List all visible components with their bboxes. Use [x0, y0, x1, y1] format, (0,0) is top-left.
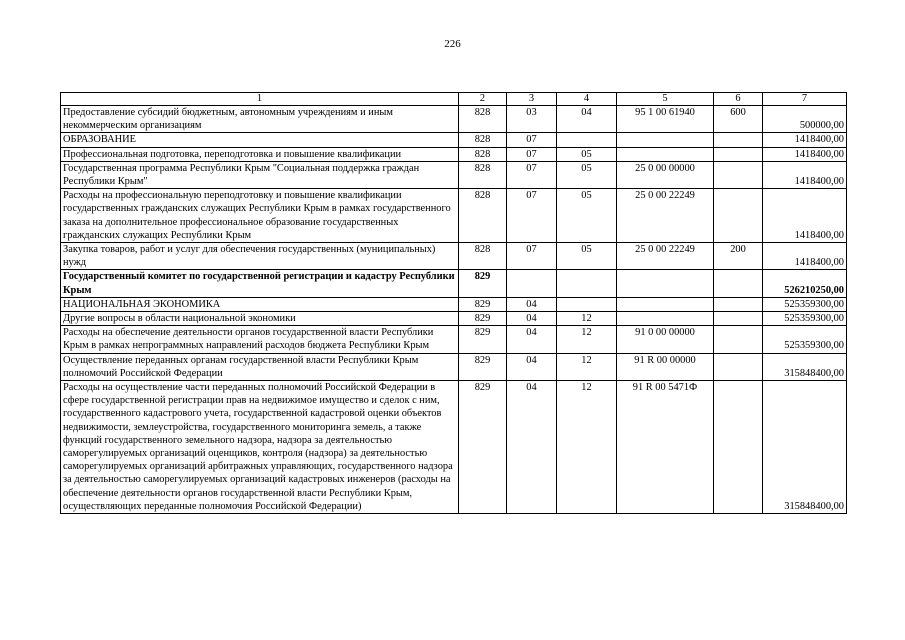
row-sum: 1418400,00 [763, 243, 847, 270]
row-subsection-code: 12 [557, 353, 617, 380]
table-row [61, 147, 847, 161]
row-ministry-code: 829 [459, 353, 507, 380]
row-sum: 1418400,00 [763, 133, 847, 147]
row-target-code: 25 0 00 00000 [617, 161, 714, 188]
row-ministry-code: 828 [459, 106, 507, 133]
row-target-code: 25 0 00 22249 [617, 243, 714, 270]
row-expense-type [714, 312, 763, 326]
row-section-code: 03 [507, 106, 557, 133]
row-sum: 1418400,00 [763, 189, 847, 243]
row-ministry-code: 828 [459, 243, 507, 270]
page-number: 226 [444, 38, 461, 50]
row-sum: 500000,00 [763, 106, 847, 133]
row-expense-type [714, 353, 763, 380]
row-name: Государственная программа Республики Крым "Социальная поддержка граждан Республики Крым" [61, 161, 459, 188]
row-subsection-code [557, 270, 617, 297]
row-sum: 525359300,00 [763, 297, 847, 311]
budget-table [60, 92, 847, 514]
row-expense-type [714, 381, 763, 514]
row-sum: 525359300,00 [763, 312, 847, 326]
row-section-code: 04 [507, 381, 557, 514]
row-section-code: 04 [507, 312, 557, 326]
row-subsection-code: 12 [557, 326, 617, 353]
table-row [61, 106, 847, 133]
row-subsection-code: 05 [557, 147, 617, 161]
row-name: Расходы на обеспечение деятельности органов государственной власти Республики Крым в рамках непрограммных направлений расходов бюджета Республики Крым [61, 326, 459, 353]
row-name: Расходы на осуществление части переданных полномочий Российской Федерации в сфере государственной регистрации прав на недвижимое имущество и сделок с ним, государственного кадастрового учета, государственной кадастровой оценки объектов недвижимости, землеустройства, государственного мониторинга земель, а также функций государственного земельного надзора, надзора за деятельностью саморегулируемых организаций оценщиков, контроля (надзора) за деятельностью саморегулируемых организаций арбитражных управляющих, государственного надзора за деятельностью саморегулируемых организаций кадастровых инженеров (расходы на обеспечение деятельности органов государственной власти Республики Крым, осуществляющих переданные полномочия Российской Федерации) [61, 381, 459, 514]
row-sum: 315848400,00 [763, 353, 847, 380]
row-sum: 1418400,00 [763, 147, 847, 161]
table-row [61, 326, 847, 353]
row-expense-type [714, 326, 763, 353]
row-subsection-code: 12 [557, 381, 617, 514]
row-target-code [617, 133, 714, 147]
row-section-code: 07 [507, 133, 557, 147]
row-target-code [617, 297, 714, 311]
row-target-code: 91 R 00 5471Ф [617, 381, 714, 514]
header-cell: 2 [459, 93, 507, 106]
row-sum: 526210250,00 [763, 270, 847, 297]
row-subsection-code: 04 [557, 106, 617, 133]
row-target-code: 25 0 00 22249 [617, 189, 714, 243]
row-ministry-code: 829 [459, 312, 507, 326]
header-cell: 7 [763, 93, 847, 106]
row-subsection-code: 05 [557, 161, 617, 188]
row-expense-type: 200 [714, 243, 763, 270]
table-row [61, 297, 847, 311]
row-expense-type [714, 147, 763, 161]
row-section-code: 04 [507, 326, 557, 353]
row-subsection-code: 05 [557, 243, 617, 270]
header-cell: 1 [61, 93, 459, 106]
row-ministry-code: 828 [459, 189, 507, 243]
table-row [61, 243, 847, 270]
row-name: ОБРАЗОВАНИЕ [61, 133, 459, 147]
row-ministry-code: 828 [459, 161, 507, 188]
row-subsection-code [557, 133, 617, 147]
header-cell: 3 [507, 93, 557, 106]
table-row [61, 381, 847, 514]
row-ministry-code: 829 [459, 326, 507, 353]
row-name: Закупка товаров, работ и услуг для обеспечения государственных (муниципальных) нужд [61, 243, 459, 270]
row-target-code [617, 312, 714, 326]
row-section-code [507, 270, 557, 297]
row-sum: 1418400,00 [763, 161, 847, 188]
row-expense-type [714, 133, 763, 147]
header-cell: 5 [617, 93, 714, 106]
row-sum: 315848400,00 [763, 381, 847, 514]
row-ministry-code: 828 [459, 147, 507, 161]
row-target-code [617, 270, 714, 297]
row-name: Профессиональная подготовка, переподготовка и повышение квалификации [61, 147, 459, 161]
row-ministry-code: 828 [459, 133, 507, 147]
row-sum: 525359300,00 [763, 326, 847, 353]
row-name: Предоставление субсидий бюджетным, автономным учреждениям и иным некоммерческим организациям [61, 106, 459, 133]
row-ministry-code: 829 [459, 297, 507, 311]
header-cell: 4 [557, 93, 617, 106]
table-row [61, 133, 847, 147]
row-section-code: 07 [507, 189, 557, 243]
table-row [61, 353, 847, 380]
table-row [61, 312, 847, 326]
row-section-code: 07 [507, 243, 557, 270]
row-section-code: 04 [507, 353, 557, 380]
table-header-row [61, 93, 847, 106]
row-subsection-code: 12 [557, 312, 617, 326]
table-row [61, 189, 847, 243]
row-expense-type [714, 189, 763, 243]
row-expense-type [714, 297, 763, 311]
row-expense-type [714, 270, 763, 297]
row-name: НАЦИОНАЛЬНАЯ ЭКОНОМИКА [61, 297, 459, 311]
row-section-code: 07 [507, 161, 557, 188]
header-cell: 6 [714, 93, 763, 106]
row-ministry-code: 829 [459, 381, 507, 514]
row-target-code: 91 R 00 00000 [617, 353, 714, 380]
row-target-code: 95 1 00 61940 [617, 106, 714, 133]
row-expense-type: 600 [714, 106, 763, 133]
row-name: Осуществление переданных органам государственной власти Республики Крым полномочий Российской Федерации [61, 353, 459, 380]
row-target-code [617, 147, 714, 161]
row-ministry-code: 829 [459, 270, 507, 297]
table-row [61, 161, 847, 188]
row-name: Расходы на профессиональную переподготовку и повышение квалификации государственных гражданских служащих Республики Крым в рамках государственного заказа на дополнительное профессиональное образование государственных гражданских служащих Республики Крым [61, 189, 459, 243]
row-target-code: 91 0 00 00000 [617, 326, 714, 353]
row-subsection-code: 05 [557, 189, 617, 243]
row-expense-type [714, 161, 763, 188]
row-name: Государственный комитет по государственной регистрации и кадастру Республики Крым [61, 270, 459, 297]
row-section-code: 04 [507, 297, 557, 311]
row-section-code: 07 [507, 147, 557, 161]
row-name: Другие вопросы в области национальной экономики [61, 312, 459, 326]
table-row [61, 270, 847, 297]
row-subsection-code [557, 297, 617, 311]
